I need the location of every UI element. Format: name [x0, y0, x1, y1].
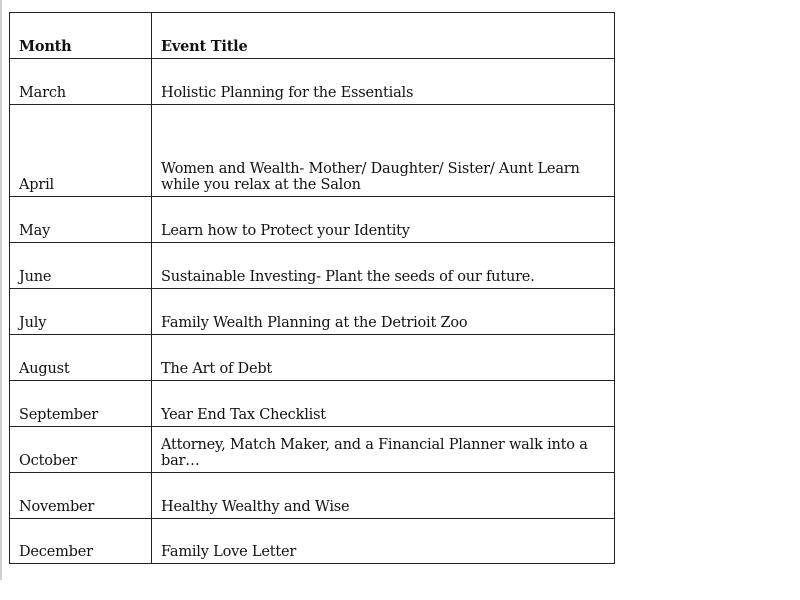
table-row: [10, 381, 615, 427]
event-title-line-2: while you relax at the Salon: [161, 177, 361, 193]
events-table: [9, 12, 615, 564]
month-cell: August: [10, 335, 152, 381]
table-row: [10, 243, 615, 289]
event-title-line-1: Women and Wealth- Mother/ Daughter/ Sister/ Aunt Learn: [161, 161, 580, 177]
table-row: [10, 105, 615, 197]
event-title-cell: Learn how to Protect your Identity: [152, 197, 615, 243]
month-cell: June: [10, 243, 152, 289]
event-title-cell: Healthy Wealthy and Wise: [152, 473, 615, 519]
month-cell: October: [10, 427, 152, 473]
table-row: [10, 427, 615, 473]
table-row: [10, 335, 615, 381]
month-cell: September: [10, 381, 152, 427]
month-cell: November: [10, 473, 152, 519]
table-row: [10, 519, 615, 564]
month-cell: April: [10, 105, 152, 197]
month-cell: May: [10, 197, 152, 243]
table-row: [10, 197, 615, 243]
event-title-cell: [152, 105, 615, 197]
month-column-header: Month: [10, 13, 152, 59]
table-row: [10, 59, 615, 105]
event-title-column-header: Event Title: [152, 13, 615, 59]
event-title-cell: Family Love Letter: [152, 519, 615, 564]
event-title-cell: Sustainable Investing- Plant the seeds of our future.: [152, 243, 615, 289]
table-header-row: [10, 13, 615, 59]
event-title-cell: The Art of Debt: [152, 335, 615, 381]
event-title-cell: Year End Tax Checklist: [152, 381, 615, 427]
table-row: [10, 473, 615, 519]
event-title-cell: Family Wealth Planning at the Detrioit Zoo: [152, 289, 615, 335]
event-title-cell: Holistic Planning for the Essentials: [152, 59, 615, 105]
table-row: [10, 289, 615, 335]
month-cell: December: [10, 519, 152, 564]
month-cell: March: [10, 59, 152, 105]
event-title-cell: Attorney, Match Maker, and a Financial Planner walk into a bar…: [152, 427, 615, 473]
month-cell: July: [10, 289, 152, 335]
page-edge: [0, 0, 2, 580]
